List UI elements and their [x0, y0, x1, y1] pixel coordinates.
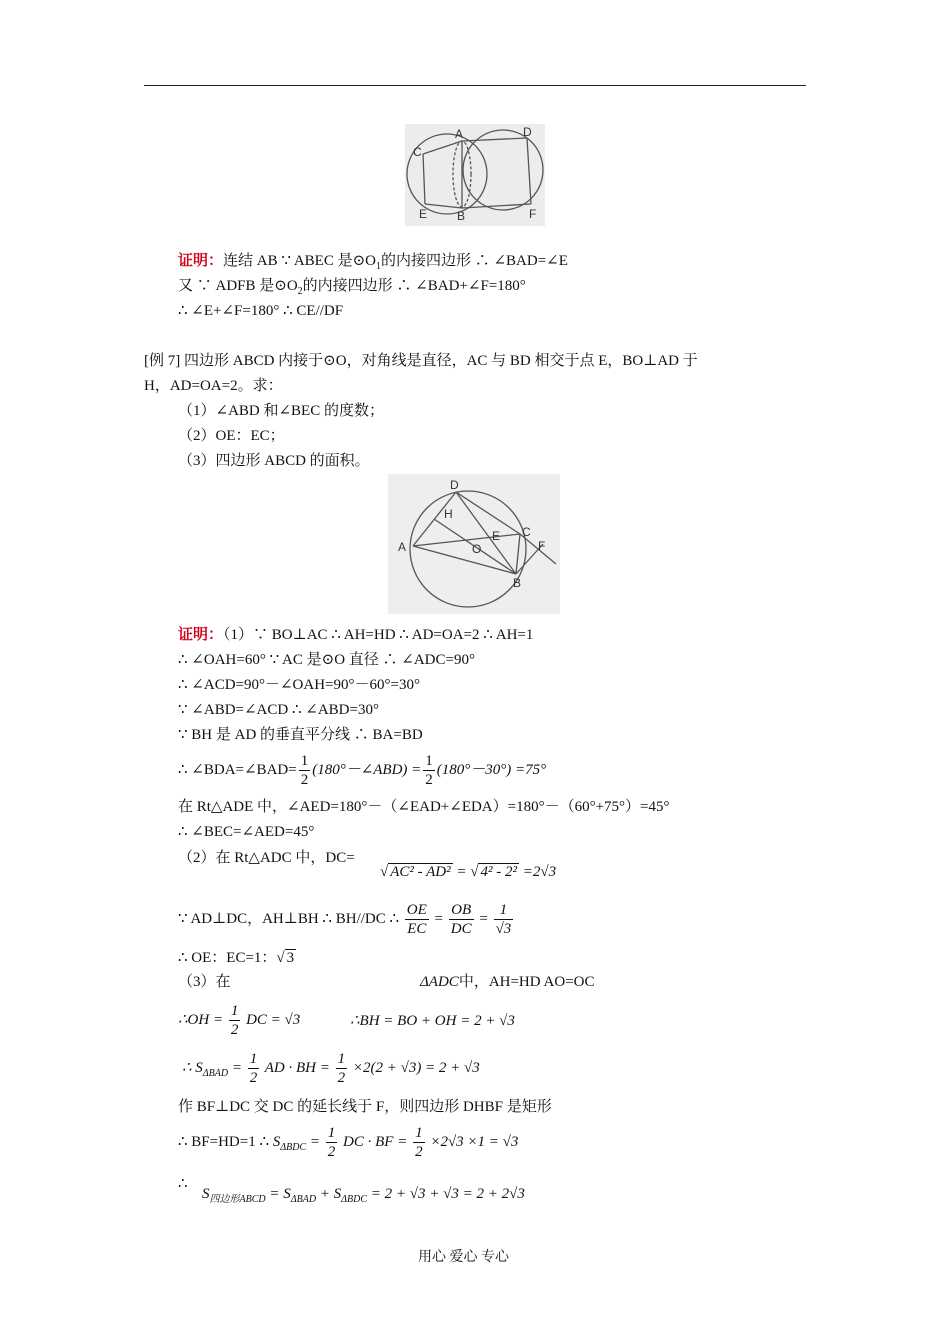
label-c2: C [522, 525, 531, 539]
example7-line2: H，AD=OA=2。求： [144, 378, 283, 394]
proof1-line2: 又 ∵ ADFB 是$⊙O_2$的内接四边形 ∴ ∠BAD+∠F=180° [178, 278, 526, 297]
proof2-heading: 证明： [178, 627, 224, 643]
label-e2: E [492, 529, 501, 543]
proof2-line5: ∵ BH 是 AD 的垂直平分线 ∴ BA=BD [178, 727, 423, 743]
fraction-oe-ec: $\frac{OE}{EC}$ [406, 902, 427, 938]
example7-q2: （2）OE：EC； [178, 428, 285, 444]
fraction-half-6: $\frac{1}{2}$ [327, 1125, 336, 1161]
proof2-line7: 在 Rt△ADE 中，∠AED=180°－（∠EAD+∠EDA）=180°－（60°+75°）=45° [178, 799, 670, 815]
proof2-line13: ∴OH = $\frac{1}{2}$ DC = √3 [178, 1003, 301, 1039]
fraction-ob-dc: $\frac{OB}{DC}$ [450, 902, 472, 938]
figure-inscribed-quad-drawing [388, 474, 560, 614]
proof2-line4: ∵ ∠ABD=∠ACD ∴ ∠ABD=30° [178, 702, 379, 718]
fraction-half-3: $\frac{1}{2}$ [230, 1003, 239, 1039]
proof2-line1: 证明：（1）∵ BO⊥AC ∴ AH=HD ∴ AD=OA=2 ∴ AH=1 [178, 627, 534, 643]
proof2-line13b: ∴BH = BO + OH = 2 + √3 [350, 1013, 515, 1029]
label-c: C [413, 145, 422, 159]
label-d: D [523, 125, 532, 139]
proof2-line11: ∴ OE：EC=1：√ 3 [178, 950, 295, 966]
example7-q1: （1）∠ABD 和∠BEC 的度数； [178, 403, 384, 419]
label-f2: F [538, 539, 546, 553]
proof1-line1: 证明：连结 AB ∵ ABEC 是$⊙O_1$的内接四边形 ∴ ∠BAD=∠E [178, 253, 568, 272]
proof2-line17b: $S_{四边形ABCD} = S_{\Delta BAD} + S_{\Delta BDC} = 2 + √3 + √3 = 2 + 2√3$ [202, 1186, 525, 1205]
proof2-line12: （3）在 [178, 974, 231, 990]
proof2-line2: ∴ ∠OAH=60° ∵ AC 是⊙O 直径 ∴ ∠ADC=90° [178, 652, 475, 668]
label-a2: A [398, 540, 407, 554]
header-rule [144, 85, 806, 86]
label-a: A [455, 127, 464, 141]
proof2-line14: ∴ $S_{\Delta BAD}$ = $\frac{1}{2}$ AD · BH = $\frac{1}{2}$ ×2(2 + √3) = 2 + √3 [182, 1051, 480, 1087]
proof2-line15: 作 BF⊥DC 交 DC 的延长线于 F，则四边形 DHBF 是矩形 [178, 1099, 552, 1115]
proof2-line9: （2）在 Rt△ADC 中，DC= [178, 850, 355, 866]
fraction-half-7: $\frac{1}{2}$ [415, 1125, 423, 1161]
example7-line1: [例 7] 四边形 ABCD 内接于⊙O，对角线是直径，AC 与 BD 相交于点 E，BO⊥AD 于 [144, 353, 698, 369]
figure-two-circles-drawing [405, 124, 545, 226]
proof2-line6: ∴ ∠BDA=∠BAD= $\frac{1}{2}$ (180°－∠ABD) = $\frac{1}{2}$ (180°－30°) =75° [178, 753, 547, 789]
proof1-heading: 证明： [178, 253, 224, 269]
proof2-line12b: ΔADC中，AH=HD AO=OC [420, 974, 595, 990]
proof2-line17: ∴ [178, 1176, 188, 1192]
figure-inscribed-quad [388, 474, 560, 614]
fraction-half-5: $\frac{1}{2}$ [337, 1051, 346, 1087]
fraction-half-4: $\frac{1}{2}$ [249, 1051, 258, 1087]
example7-q3: （3）四边形 ABCD 的面积。 [178, 453, 370, 469]
label-b2: B [513, 576, 522, 590]
label-f: F [529, 207, 537, 221]
proof2-line10: ∵ AD⊥DC，AH⊥BH ∴ BH//DC ∴ $\frac{OE}{EC}$ = $\frac{OB}{DC}$ = $\frac{1}{√3}$ [178, 902, 512, 938]
label-o2: O [472, 542, 482, 556]
figure-two-circles [405, 124, 545, 226]
fraction-one-root3: $\frac{1}{√3}$ [495, 902, 512, 938]
label-e: E [419, 207, 428, 221]
proof2-line3: ∴ ∠ACD=90°－∠OAH=90°－60°=30° [178, 677, 420, 693]
proof1-line3: ∴ ∠E+∠F=180° ∴ CE//DF [178, 303, 344, 319]
dc-formula: √ AC² - AD² = √ 4² - 2² =2√3 [380, 864, 557, 880]
label-b: B [457, 209, 466, 223]
fraction-half-1: $\frac{1}{2}$ [300, 753, 309, 789]
label-d2: D [450, 478, 459, 492]
proof2-line16: ∴ BF=HD=1 ∴ $S_{\Delta BDC}$ = $\frac{1}{2}$ DC · BF = $\frac{1}{2}$ ×2√3 ×1 = √3 [178, 1125, 519, 1161]
fraction-half-2: $\frac{1}{2}$ [425, 753, 433, 789]
page-footer: 用心 爱心 专心 [418, 1250, 509, 1265]
proof2-line8: ∴ ∠BEC=∠AED=45° [178, 824, 315, 840]
label-h2: H [444, 507, 453, 521]
